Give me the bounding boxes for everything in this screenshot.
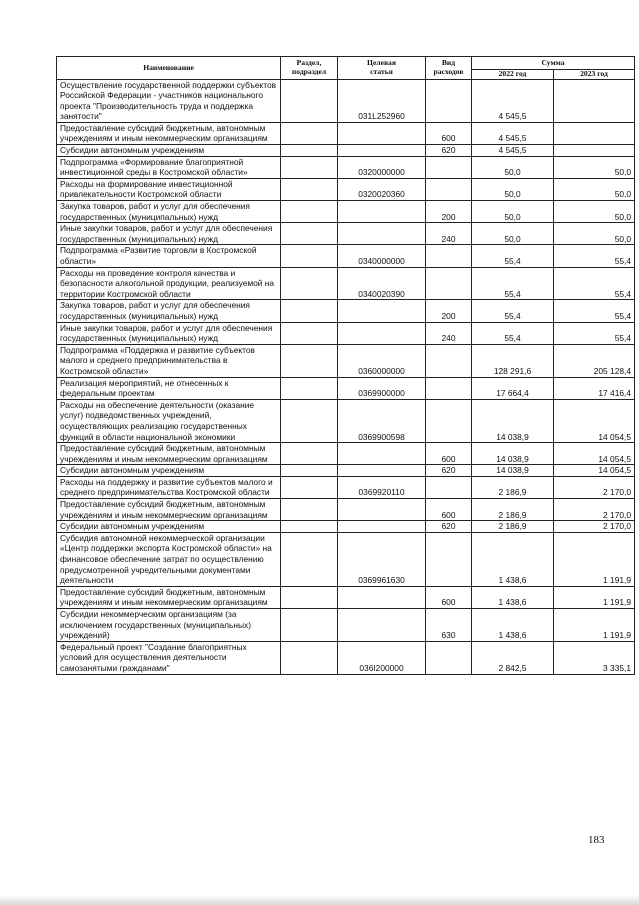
table-row	[57, 609, 635, 642]
row-name: Субсидия автономной некоммерческой организации «Центр поддержки экспорта Костромской области» на финансовое обеспечение затрат по осуществлению предусмотренной учредительными документами деятельности	[57, 532, 281, 586]
row-sum-2023: 17 416,4	[554, 377, 635, 399]
row-target	[338, 443, 426, 465]
table-row	[57, 322, 635, 344]
row-section	[281, 322, 338, 344]
table-row	[57, 223, 635, 245]
row-sum-2023: 50,0	[554, 201, 635, 223]
row-kind: 600	[426, 499, 472, 521]
row-sum-2023: 55,4	[554, 322, 635, 344]
table-row	[57, 499, 635, 521]
row-section	[281, 300, 338, 322]
header-name: Наименование	[57, 57, 281, 80]
row-sum-2022: 55,4	[472, 300, 554, 322]
row-section	[281, 245, 338, 267]
row-target: 0360000000	[338, 344, 426, 377]
row-target	[338, 145, 426, 157]
row-section	[281, 178, 338, 200]
row-section	[281, 465, 338, 477]
row-sum-2023: 55,4	[554, 300, 635, 322]
table-row	[57, 145, 635, 157]
row-kind: 600	[426, 586, 472, 608]
row-sum-2023: 55,4	[554, 245, 635, 267]
row-sum-2023: 14 054,5	[554, 399, 635, 442]
row-section	[281, 79, 338, 122]
table-row	[57, 465, 635, 477]
row-sum-2022: 55,4	[472, 267, 554, 300]
row-kind	[426, 245, 472, 267]
table-row	[57, 201, 635, 223]
row-target: 0320020360	[338, 178, 426, 200]
row-target	[338, 322, 426, 344]
row-sum-2022: 14 038,9	[472, 399, 554, 442]
row-sum-2022: 4 545,5	[472, 79, 554, 122]
table-row	[57, 344, 635, 377]
row-target: 0369900000	[338, 377, 426, 399]
budget-table	[56, 56, 635, 675]
header-target: Целевая статья	[338, 57, 426, 80]
header-2023: 2023 год	[554, 70, 635, 80]
row-sum-2022: 2 186,9	[472, 499, 554, 521]
row-sum-2023: 50,0	[554, 223, 635, 245]
row-target	[338, 465, 426, 477]
table-row	[57, 267, 635, 300]
row-section	[281, 399, 338, 442]
row-name: Предоставление субсидий бюджетным, автономным учреждениям и иным некоммерческим организациям	[57, 586, 281, 608]
row-section	[281, 201, 338, 223]
row-name: Иные закупки товаров, работ и услуг для обеспечения государственных (муниципальных) нужд	[57, 223, 281, 245]
row-sum-2023	[554, 145, 635, 157]
row-name: Подпрограмма «Развитие торговли в Костромской области»	[57, 245, 281, 267]
row-kind	[426, 399, 472, 442]
row-section	[281, 344, 338, 377]
header-sum: Сумма	[472, 57, 635, 70]
row-name: Расходы на формирование инвестиционной привлекательности Костромской области	[57, 178, 281, 200]
row-kind: 620	[426, 465, 472, 477]
row-section	[281, 586, 338, 608]
row-target	[338, 586, 426, 608]
row-name: Осуществление государственной поддержки субъектов Российской Федерации - участников национального проекта "Производительность труда и поддержка занятости"	[57, 79, 281, 122]
row-target: 0340020390	[338, 267, 426, 300]
row-name: Субсидии некоммерческим организациям (за исключением государственных (муниципальных) учреждений)	[57, 609, 281, 642]
row-name: Расходы на обеспечение деятельности (оказание услуг) подведомственных учреждений, осуществляющих реализацию государственных функций в области национальной экономики	[57, 399, 281, 442]
row-sum-2023: 2 170,0	[554, 499, 635, 521]
row-sum-2023: 205 128,4	[554, 344, 635, 377]
row-kind: 630	[426, 609, 472, 642]
row-target	[338, 201, 426, 223]
row-sum-2023	[554, 79, 635, 122]
row-kind	[426, 532, 472, 586]
row-section	[281, 443, 338, 465]
row-section	[281, 476, 338, 498]
row-target: 0320000000	[338, 156, 426, 178]
row-kind	[426, 79, 472, 122]
row-sum-2023: 55,4	[554, 267, 635, 300]
row-sum-2022: 55,4	[472, 322, 554, 344]
row-name: Подпрограмма «Формирование благоприятной инвестиционной среды в Костромской области»	[57, 156, 281, 178]
row-kind	[426, 344, 472, 377]
row-name: Расходы на проведение контроля качества и безопасности алкогольной продукции, реализуемой на территории Костромской области	[57, 267, 281, 300]
row-kind: 240	[426, 223, 472, 245]
row-sum-2022: 14 038,9	[472, 465, 554, 477]
row-kind: 200	[426, 300, 472, 322]
row-sum-2022: 50,0	[472, 156, 554, 178]
row-name: Закупка товаров, работ и услуг для обеспечения государственных (муниципальных) нужд	[57, 201, 281, 223]
row-kind	[426, 156, 472, 178]
page-edge	[0, 895, 639, 905]
row-target: 0369961630	[338, 532, 426, 586]
row-sum-2022: 2 186,9	[472, 521, 554, 533]
table-row	[57, 586, 635, 608]
row-kind	[426, 377, 472, 399]
row-sum-2022: 1 438,6	[472, 532, 554, 586]
row-kind	[426, 267, 472, 300]
row-sum-2022: 2 186,9	[472, 476, 554, 498]
row-sum-2022: 4 545,5	[472, 122, 554, 144]
row-sum-2022: 4 545,5	[472, 145, 554, 157]
row-target: 0369920110	[338, 476, 426, 498]
row-sum-2023: 14 054,5	[554, 443, 635, 465]
header-2022: 2022 год	[472, 70, 554, 80]
row-sum-2023: 1 191,9	[554, 586, 635, 608]
header-section: Раздел, подраздел	[281, 57, 338, 80]
table-row	[57, 122, 635, 144]
row-kind: 600	[426, 122, 472, 144]
table-row	[57, 443, 635, 465]
table-row	[57, 79, 635, 122]
table-row	[57, 476, 635, 498]
row-name: Подпрограмма «Поддержка и развитие субъектов малого и среднего предпринимательства в Костромской области»	[57, 344, 281, 377]
row-sum-2023: 2 170,0	[554, 521, 635, 533]
row-target: 0369900598	[338, 399, 426, 442]
row-kind: 620	[426, 521, 472, 533]
row-target	[338, 223, 426, 245]
row-sum-2022: 14 038,9	[472, 443, 554, 465]
row-name: Субсидии автономным учреждениям	[57, 145, 281, 157]
table-row	[57, 156, 635, 178]
row-name: Субсидии автономным учреждениям	[57, 465, 281, 477]
row-section	[281, 156, 338, 178]
row-sum-2023	[554, 122, 635, 144]
row-target: 036I200000	[338, 641, 426, 674]
row-section	[281, 145, 338, 157]
page-number: 183	[588, 834, 605, 846]
row-target	[338, 499, 426, 521]
row-target	[338, 300, 426, 322]
row-section	[281, 521, 338, 533]
row-sum-2023: 1 191,9	[554, 609, 635, 642]
row-kind	[426, 476, 472, 498]
row-kind: 200	[426, 201, 472, 223]
row-section	[281, 641, 338, 674]
table-row	[57, 377, 635, 399]
header-kind: Вид расходов	[426, 57, 472, 80]
row-kind: 600	[426, 443, 472, 465]
row-target: 0340000000	[338, 245, 426, 267]
row-name: Закупка товаров, работ и услуг для обеспечения государственных (муниципальных) нужд	[57, 300, 281, 322]
table-row	[57, 300, 635, 322]
row-section	[281, 377, 338, 399]
row-name: Предоставление субсидий бюджетным, автономным учреждениям и иным некоммерческим организациям	[57, 443, 281, 465]
row-section	[281, 609, 338, 642]
row-sum-2023: 50,0	[554, 178, 635, 200]
row-name: Иные закупки товаров, работ и услуг для обеспечения государственных (муниципальных) нужд	[57, 322, 281, 344]
row-section	[281, 267, 338, 300]
row-sum-2022: 1 438,6	[472, 609, 554, 642]
row-sum-2023: 2 170,0	[554, 476, 635, 498]
row-sum-2022: 50,0	[472, 201, 554, 223]
row-target	[338, 521, 426, 533]
row-target	[338, 122, 426, 144]
table-row	[57, 399, 635, 442]
table-row	[57, 532, 635, 586]
row-sum-2022: 2 842,5	[472, 641, 554, 674]
table-row	[57, 641, 635, 674]
row-section	[281, 223, 338, 245]
row-kind	[426, 641, 472, 674]
row-sum-2022: 17 664,4	[472, 377, 554, 399]
row-section	[281, 499, 338, 521]
row-kind: 240	[426, 322, 472, 344]
row-name: Субсидии автономным учреждениям	[57, 521, 281, 533]
table-row	[57, 521, 635, 533]
row-sum-2023: 3 335,1	[554, 641, 635, 674]
row-name: Расходы на поддержку и развитие субъектов малого и среднего предпринимательства Костромской области	[57, 476, 281, 498]
row-section	[281, 532, 338, 586]
row-sum-2023: 1 191,9	[554, 532, 635, 586]
row-name: Предоставление субсидий бюджетным, автономным учреждениям и иным некоммерческим организациям	[57, 122, 281, 144]
row-sum-2023: 14 054,5	[554, 465, 635, 477]
row-target: 031L252960	[338, 79, 426, 122]
row-target	[338, 609, 426, 642]
row-name: Предоставление субсидий бюджетным, автономным учреждениям и иным некоммерческим организациям	[57, 499, 281, 521]
row-sum-2023: 50,0	[554, 156, 635, 178]
row-name: Федеральный проект "Создание благоприятных условий для осуществления деятельности самозанятыми гражданами"	[57, 641, 281, 674]
row-sum-2022: 50,0	[472, 223, 554, 245]
row-section	[281, 122, 338, 144]
table-row	[57, 178, 635, 200]
row-sum-2022: 50,0	[472, 178, 554, 200]
table-row	[57, 245, 635, 267]
row-sum-2022: 1 438,6	[472, 586, 554, 608]
row-sum-2022: 55,4	[472, 245, 554, 267]
row-name: Реализация мероприятий, не отнесенных к федеральным проектам	[57, 377, 281, 399]
row-sum-2022: 128 291,6	[472, 344, 554, 377]
row-kind	[426, 178, 472, 200]
row-kind: 620	[426, 145, 472, 157]
